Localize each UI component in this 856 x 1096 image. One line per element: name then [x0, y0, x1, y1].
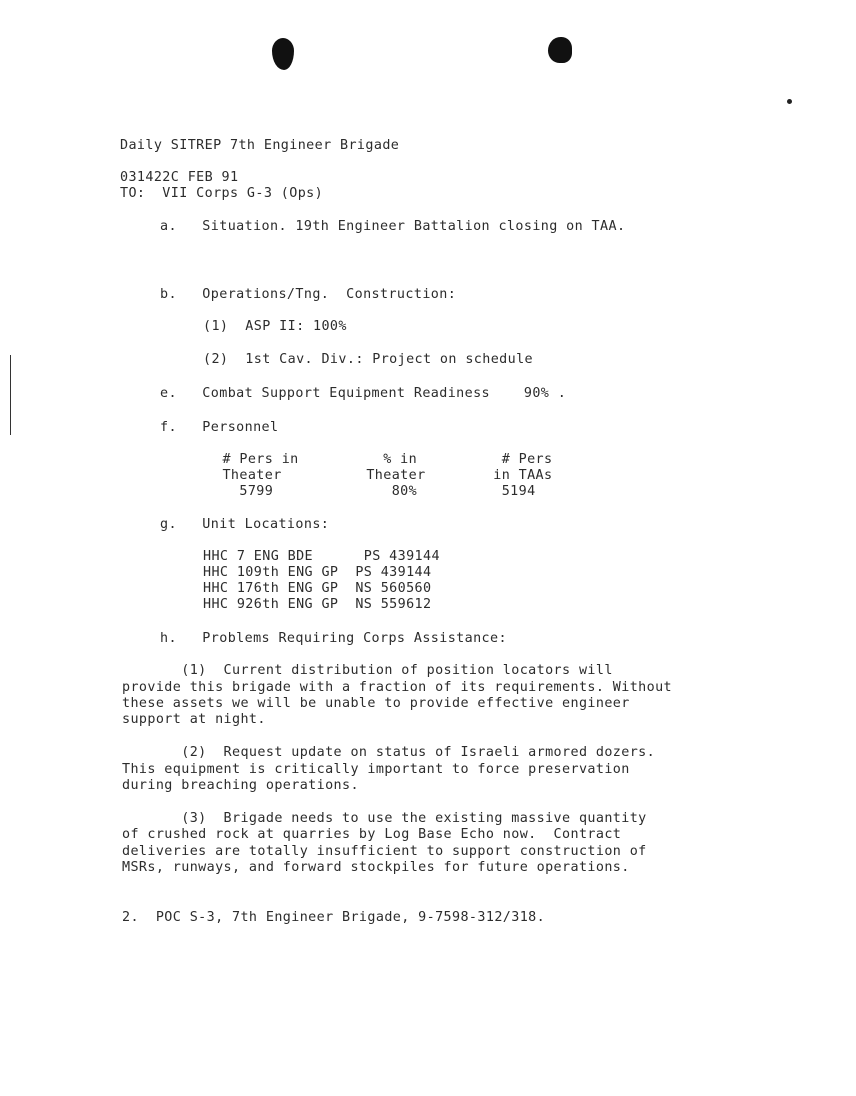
section-g-heading: g. Unit Locations:	[160, 517, 330, 532]
section-h-heading: h. Problems Requiring Corps Assistance:	[160, 631, 507, 646]
unit-location-row: HHC 7 ENG BDE PS 439144	[203, 549, 440, 564]
section-b-heading: b. Operations/Tng. Construction:	[160, 287, 457, 302]
section-a-situation: a. Situation. 19th Engineer Battalion closing on TAA.	[160, 219, 626, 234]
section-f-heading: f. Personnel	[160, 420, 279, 435]
problem-3-line: MSRs, runways, and forward stockpiles for future operations.	[122, 860, 630, 875]
problem-3-line: deliveries are totally insufficient to support construction of	[122, 844, 647, 859]
unit-location-row: HHC 109th ENG GP PS 439144	[203, 565, 432, 580]
document-title: Daily SITREP 7th Engineer Brigade	[120, 138, 400, 153]
problem-1-line: provide this brigade with a fraction of its requirements. Without	[122, 680, 673, 695]
personnel-table-values: 5799 80% 5194	[214, 484, 536, 499]
problem-1-line: support at night.	[122, 712, 266, 727]
point-of-contact: 2. POC S-3, 7th Engineer Brigade, 9-7598-312/318.	[122, 910, 546, 925]
problem-2-line: during breaching operations.	[122, 778, 359, 793]
section-b-item-2: (2) 1st Cav. Div.: Project on schedule	[203, 352, 534, 367]
unit-location-row: HHC 176th ENG GP NS 560560	[203, 581, 432, 596]
redaction-mark-right	[548, 37, 572, 63]
problem-1-line: these assets we will be unable to provide effective engineer	[122, 696, 630, 711]
date-time-group: 031422C FEB 91	[120, 170, 239, 185]
unit-location-row: HHC 926th ENG GP NS 559612	[203, 597, 432, 612]
scan-speck	[787, 99, 792, 104]
problem-3-line: of crushed rock at quarries by Log Base Echo now. Contract	[122, 827, 622, 842]
addressee: TO: VII Corps G-3 (Ops)	[120, 186, 324, 201]
redaction-mark-left	[272, 38, 294, 70]
personnel-table-header-2: Theater Theater in TAAs	[214, 468, 553, 483]
scan-edge-line	[10, 355, 11, 435]
section-e-readiness: e. Combat Support Equipment Readiness 90% .	[160, 386, 567, 401]
section-b-item-1: (1) ASP II: 100%	[203, 319, 347, 334]
problem-2-line: This equipment is critically important to force preservation	[122, 762, 630, 777]
problem-2-line: (2) Request update on status of Israeli armored dozers.	[122, 745, 656, 760]
problem-3-line: (3) Brigade needs to use the existing massive quantity	[122, 811, 647, 826]
personnel-table-header-1: # Pers in % in # Pers	[214, 452, 553, 467]
problem-1-line: (1) Current distribution of position locators will	[122, 663, 613, 678]
